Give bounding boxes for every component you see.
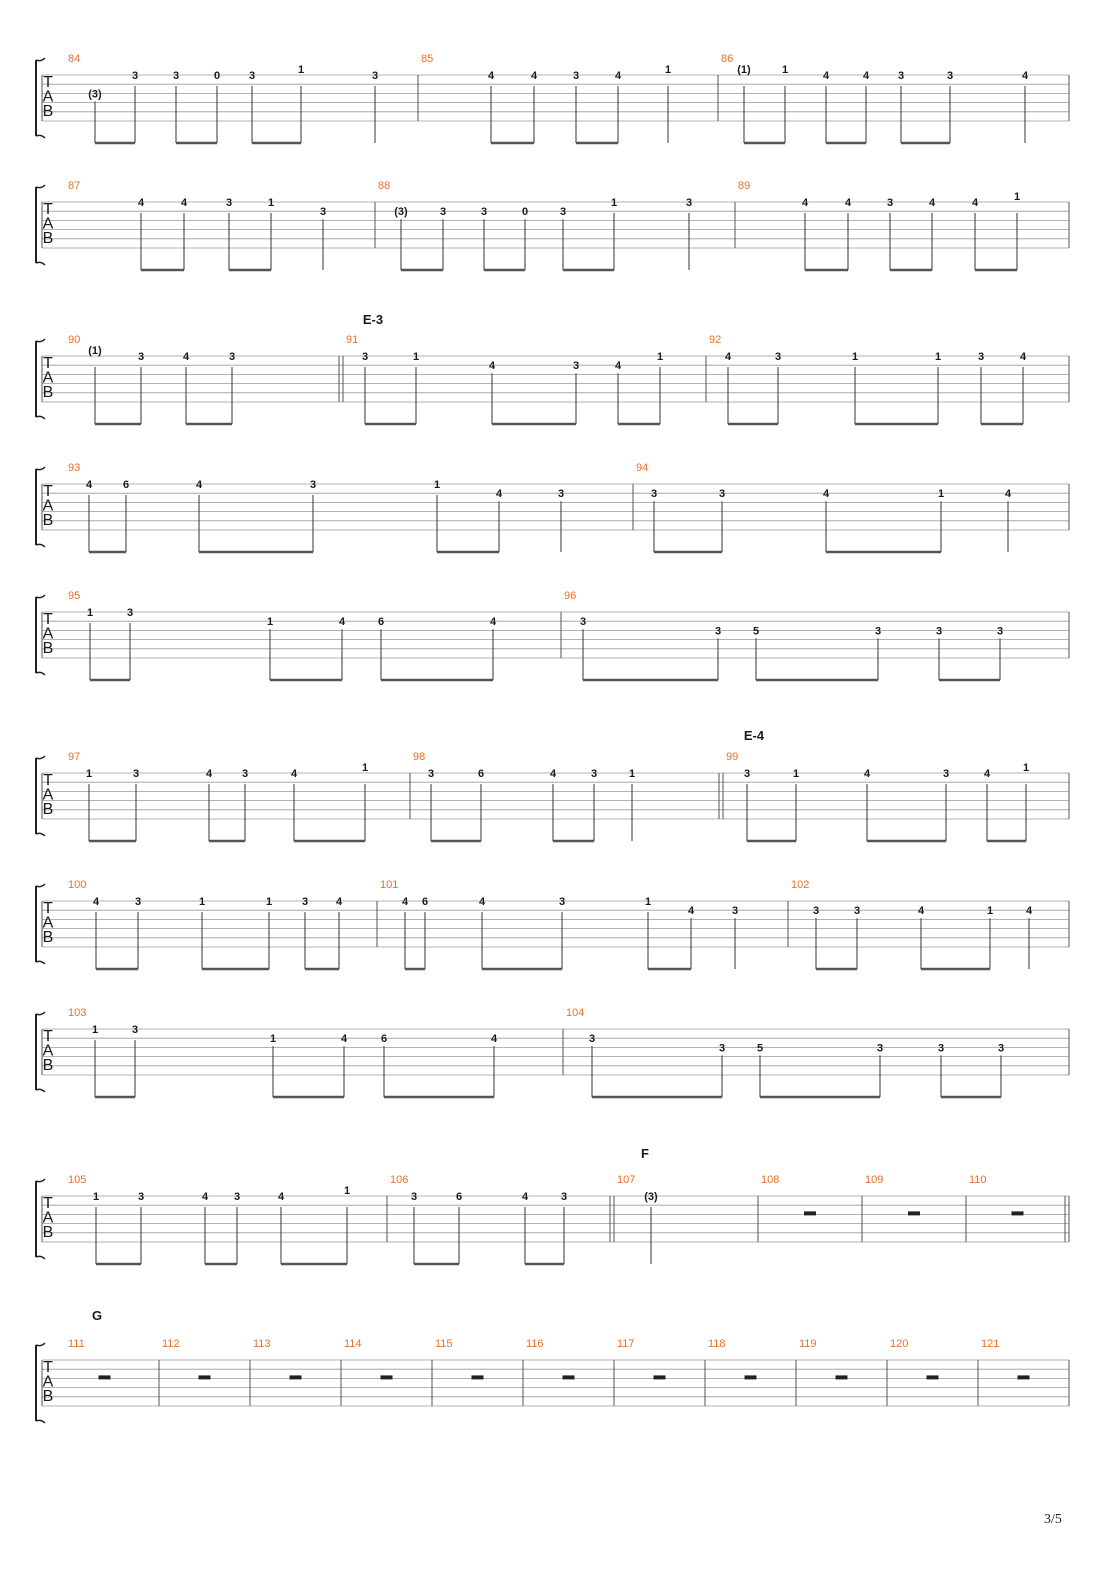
- fret-number: 4: [195, 479, 203, 491]
- tab-system: [36, 180, 1069, 270]
- whole-rest: [836, 1375, 848, 1379]
- measure-number: 91: [346, 334, 359, 346]
- fret-number: 5: [752, 625, 760, 638]
- measure-number: 120: [890, 1338, 909, 1350]
- fret-number: 4: [340, 1033, 348, 1046]
- bracket-top: [36, 756, 45, 759]
- fret-number: 3: [714, 625, 722, 638]
- bracket-bottom: [36, 135, 45, 138]
- fret-number: 4: [401, 896, 409, 908]
- tab-system: [36, 312, 1069, 424]
- fret-number: 4: [335, 896, 343, 908]
- fret-number: 3: [579, 616, 587, 629]
- measure-number: 99: [726, 751, 739, 763]
- fret-number: 1: [628, 768, 636, 780]
- fret-number: 3: [410, 1191, 418, 1203]
- measure-number: 87: [68, 180, 81, 192]
- whole-rest: [472, 1375, 484, 1379]
- tab-clef-letter: A: [42, 369, 54, 387]
- fret-number: 3: [172, 70, 180, 82]
- fret-number: 3: [228, 351, 236, 363]
- fret-number: 3: [977, 351, 985, 363]
- whole-rest: [1012, 1211, 1024, 1215]
- measure-number: 94: [636, 462, 649, 474]
- tab-system: [36, 1308, 1069, 1423]
- bracket-top: [36, 339, 45, 342]
- measure-number: 121: [981, 1338, 1000, 1350]
- bracket-top: [36, 1343, 45, 1346]
- measure-number: 101: [380, 879, 399, 891]
- fret-number: 3: [301, 896, 309, 908]
- tab-clef-letter: T: [43, 1028, 53, 1045]
- whole-rest: [1018, 1375, 1030, 1379]
- fret-number: 1: [86, 607, 94, 619]
- measure-number: 107: [617, 1174, 636, 1186]
- fret-number: 1: [851, 351, 859, 363]
- tied-fret-number: (3): [394, 206, 408, 219]
- whole-rest: [563, 1375, 575, 1379]
- measure-number: 84: [68, 53, 81, 65]
- fret-number: 5: [756, 1042, 764, 1055]
- fret-number: 1: [92, 1191, 100, 1203]
- fret-number: 1: [1022, 762, 1030, 774]
- fret-number: 1: [297, 64, 305, 76]
- fret-number: 4: [85, 479, 93, 491]
- fret-number: 3: [319, 206, 327, 219]
- fret-number: 4: [487, 70, 495, 82]
- whole-rest: [99, 1375, 111, 1379]
- measure-number: 90: [68, 334, 81, 346]
- measure-number: 112: [162, 1338, 180, 1350]
- measure-number: 105: [68, 1174, 87, 1186]
- fret-number: 3: [558, 896, 566, 908]
- fret-number: 4: [338, 616, 346, 629]
- fret-number: 4: [917, 905, 925, 918]
- fret-number: 1: [269, 1033, 277, 1046]
- fret-number: 3: [560, 1191, 568, 1203]
- fret-number: 1: [343, 1185, 351, 1197]
- fret-number: 1: [91, 1024, 99, 1036]
- fret-number: 3: [572, 360, 580, 373]
- bracket-bottom: [36, 672, 45, 675]
- fret-number: 1: [644, 896, 652, 908]
- fret-number: 3: [942, 768, 950, 780]
- whole-rest: [199, 1375, 211, 1379]
- fret-number: 3: [685, 197, 693, 209]
- fret-number: 1: [198, 896, 206, 908]
- whole-rest: [908, 1211, 920, 1215]
- bracket-top: [36, 185, 45, 188]
- fret-number: 4: [180, 197, 188, 209]
- section-label: G: [91, 1308, 103, 1323]
- fret-number: 4: [1004, 488, 1012, 501]
- tab-clef-letter: B: [42, 801, 54, 818]
- fret-number: 4: [724, 351, 732, 363]
- fret-number: 4: [801, 197, 809, 209]
- bracket-bottom: [36, 1420, 45, 1423]
- fret-number: 4: [971, 197, 979, 209]
- fret-number: 3: [248, 70, 256, 82]
- fret-number: 1: [433, 479, 441, 491]
- fret-number: 3: [439, 206, 447, 219]
- measure-number: 98: [413, 751, 426, 763]
- tied-fret-number: (1): [88, 345, 102, 357]
- fret-number: 3: [572, 70, 580, 82]
- fret-number: 3: [718, 488, 726, 501]
- fret-number: 3: [590, 768, 598, 780]
- fret-number: 3: [997, 1042, 1005, 1055]
- fret-number: 3: [897, 70, 905, 82]
- measure-number: 117: [617, 1338, 635, 1350]
- fret-number: 3: [134, 896, 142, 908]
- fret-number: 4: [687, 905, 695, 918]
- tab-clef-letter: T: [43, 483, 53, 500]
- fret-number: 6: [380, 1033, 388, 1046]
- fret-number: 4: [614, 360, 622, 373]
- measure-number: 89: [738, 180, 751, 192]
- tab-clef-letter: B: [42, 230, 54, 247]
- whole-rest: [381, 1375, 393, 1379]
- fret-number: 4: [488, 360, 496, 373]
- fret-number: 4: [1019, 351, 1027, 363]
- tab-clef-letter: B: [42, 1388, 54, 1405]
- whole-rest: [654, 1375, 666, 1379]
- fret-number: 4: [489, 616, 497, 629]
- fret-number: 3: [946, 70, 954, 82]
- fret-number: 3: [935, 625, 943, 638]
- fret-number: 3: [371, 70, 379, 82]
- tab-clef-letter: A: [42, 625, 54, 643]
- fret-number: 1: [656, 351, 664, 363]
- fret-number: 4: [983, 768, 991, 780]
- tab-system: [36, 53, 1069, 143]
- fret-number: 3: [137, 1191, 145, 1203]
- fret-number: 3: [937, 1042, 945, 1055]
- tab-clef-letter: A: [42, 1042, 54, 1060]
- measure-number: 106: [390, 1174, 409, 1186]
- whole-rest: [927, 1375, 939, 1379]
- fret-number: 4: [822, 70, 830, 82]
- fret-number: 1: [781, 64, 789, 76]
- measure-number: 88: [378, 180, 391, 192]
- fret-number: 4: [1021, 70, 1029, 82]
- fret-number: 3: [241, 768, 249, 780]
- fret-number: 1: [267, 197, 275, 209]
- whole-rest: [290, 1375, 302, 1379]
- bracket-bottom: [36, 961, 45, 964]
- measure-number: 114: [344, 1338, 362, 1350]
- tab-system: [36, 590, 1069, 680]
- tab-clef-letter: T: [43, 772, 53, 789]
- tab-system: [36, 728, 1069, 841]
- tied-fret-number: (3): [644, 1191, 658, 1203]
- fret-number: 4: [521, 1191, 529, 1203]
- fret-number: 0: [521, 206, 529, 219]
- fret-number: 3: [876, 1042, 884, 1055]
- tab-system: [36, 1007, 1069, 1097]
- fret-number: 4: [614, 70, 622, 82]
- measure-number: 119: [799, 1338, 817, 1350]
- tab-clef-letter: T: [43, 611, 53, 628]
- fret-number: 3: [853, 905, 861, 918]
- fret-number: 1: [265, 896, 273, 908]
- fret-number: 6: [421, 896, 429, 908]
- section-label: F: [641, 1146, 649, 1161]
- tab-clef-letter: A: [42, 497, 54, 515]
- bracket-top: [36, 595, 45, 598]
- measure-number: 103: [68, 1007, 87, 1019]
- fret-number: 1: [934, 351, 942, 363]
- measure-number: 96: [564, 590, 577, 602]
- tab-clef-letter: T: [43, 1359, 53, 1376]
- tab-clef-letter: B: [42, 103, 54, 120]
- fret-number: 4: [478, 896, 486, 908]
- bracket-bottom: [36, 1256, 45, 1259]
- fret-number: 3: [480, 206, 488, 219]
- fret-number: 4: [290, 768, 298, 780]
- fret-number: 3: [132, 768, 140, 780]
- fret-number: 3: [743, 768, 751, 780]
- fret-number: 6: [477, 768, 485, 780]
- measure-number: 100: [68, 879, 87, 891]
- bracket-top: [36, 1179, 45, 1182]
- fret-number: 3: [559, 206, 567, 219]
- measure-number: 118: [708, 1338, 726, 1350]
- fret-number: 3: [309, 479, 317, 491]
- measure-number: 113: [253, 1338, 271, 1350]
- fret-number: 4: [549, 768, 557, 780]
- tab-clef-letter: A: [42, 914, 54, 932]
- fret-number: 3: [588, 1033, 596, 1046]
- fret-number: 1: [986, 905, 994, 918]
- measure-number: 95: [68, 590, 81, 602]
- tab-clef-letter: T: [43, 74, 53, 91]
- measure-number: 109: [865, 1174, 884, 1186]
- fret-number: 4: [822, 488, 830, 501]
- measure-number: 110: [969, 1174, 987, 1186]
- measure-number: 111: [68, 1338, 85, 1350]
- page-number: 3/5: [1044, 1512, 1062, 1527]
- fret-number: 3: [774, 351, 782, 363]
- tab-clef-letter: B: [42, 384, 54, 401]
- tab-clef-letter: A: [42, 215, 54, 233]
- fret-number: 1: [792, 768, 800, 780]
- section-label: E-4: [743, 728, 765, 743]
- measure-number: 108: [761, 1174, 780, 1186]
- measure-number: 115: [435, 1338, 453, 1350]
- tab-clef-letter: A: [42, 1373, 54, 1391]
- measure-number: 116: [526, 1338, 544, 1350]
- fret-number: 3: [650, 488, 658, 501]
- fret-number: 4: [1025, 905, 1033, 918]
- fret-number: 3: [731, 905, 739, 918]
- bracket-bottom: [36, 416, 45, 419]
- measure-number: 102: [791, 879, 810, 891]
- fret-number: 3: [233, 1191, 241, 1203]
- fret-number: 1: [85, 768, 93, 780]
- measure-number: 93: [68, 462, 81, 474]
- fret-number: 3: [131, 70, 139, 82]
- fret-number: 3: [812, 905, 820, 918]
- fret-number: 1: [1013, 191, 1021, 203]
- fret-number: 4: [844, 197, 852, 209]
- fret-number: 4: [862, 70, 870, 82]
- systems-layer: [36, 53, 1069, 1423]
- fret-number: 1: [937, 488, 945, 501]
- bracket-top: [36, 58, 45, 61]
- tab-clef-letter: T: [43, 900, 53, 917]
- tab-clef-letter: T: [43, 201, 53, 218]
- fret-number: 1: [412, 351, 420, 363]
- tab-clef-letter: B: [42, 640, 54, 657]
- bracket-bottom: [36, 262, 45, 265]
- fret-number: 1: [610, 197, 618, 209]
- tab-clef-letter: B: [42, 1057, 54, 1074]
- fret-number: 4: [92, 896, 100, 908]
- measure-number: 86: [721, 53, 734, 65]
- measure-number: 92: [709, 334, 722, 346]
- fret-number: 3: [718, 1042, 726, 1055]
- tab-clef-letter: B: [42, 1224, 54, 1241]
- fret-number: 3: [886, 197, 894, 209]
- tab-clef-letter: A: [42, 88, 54, 106]
- fret-number: 3: [137, 351, 145, 363]
- fret-number: 4: [137, 197, 145, 209]
- bracket-bottom: [36, 833, 45, 836]
- tied-fret-number: (1): [737, 64, 751, 76]
- fret-number: 1: [664, 64, 672, 76]
- fret-number: 0: [213, 70, 221, 82]
- fret-number: 3: [996, 625, 1004, 638]
- measure-number: 97: [68, 751, 81, 763]
- fret-number: 3: [874, 625, 882, 638]
- tab-clef-letter: B: [42, 512, 54, 529]
- whole-rest: [804, 1211, 816, 1215]
- bracket-bottom: [36, 1089, 45, 1092]
- fret-number: 3: [557, 488, 565, 501]
- fret-number: 4: [205, 768, 213, 780]
- tab-clef-letter: A: [42, 786, 54, 804]
- tab-clef-letter: B: [42, 929, 54, 946]
- tab-system: [36, 462, 1069, 552]
- fret-number: 6: [377, 616, 385, 629]
- tied-fret-number: (3): [88, 88, 102, 101]
- section-label: E-3: [362, 312, 384, 327]
- fret-number: 4: [530, 70, 538, 82]
- bracket-top: [36, 1012, 45, 1015]
- tab-clef-letter: T: [43, 1195, 53, 1212]
- bracket-top: [36, 467, 45, 470]
- fret-number: 3: [361, 351, 369, 363]
- measure-number: 85: [421, 53, 434, 65]
- fret-number: 3: [225, 197, 233, 209]
- tab-clef-letter: T: [43, 355, 53, 372]
- fret-number: 4: [928, 197, 936, 209]
- tab-system: [36, 1146, 1069, 1264]
- fret-number: 4: [182, 351, 190, 363]
- fret-number: 1: [361, 762, 369, 774]
- fret-number: 3: [427, 768, 435, 780]
- fret-number: 3: [126, 607, 134, 619]
- fret-number: 4: [495, 488, 503, 501]
- tab-clef-letter: A: [42, 1209, 54, 1227]
- fret-number: 4: [490, 1033, 498, 1046]
- measure-number: 104: [566, 1007, 585, 1019]
- bracket-bottom: [36, 544, 45, 547]
- fret-number: 4: [277, 1191, 285, 1203]
- fret-number: 4: [863, 768, 871, 780]
- tab-system: [36, 879, 1069, 969]
- whole-rest: [745, 1375, 757, 1379]
- fret-number: 4: [201, 1191, 209, 1203]
- bracket-top: [36, 884, 45, 887]
- fret-number: 6: [122, 479, 130, 491]
- fret-number: 6: [455, 1191, 463, 1203]
- fret-number: 3: [131, 1024, 139, 1036]
- fret-number: 1: [266, 616, 274, 629]
